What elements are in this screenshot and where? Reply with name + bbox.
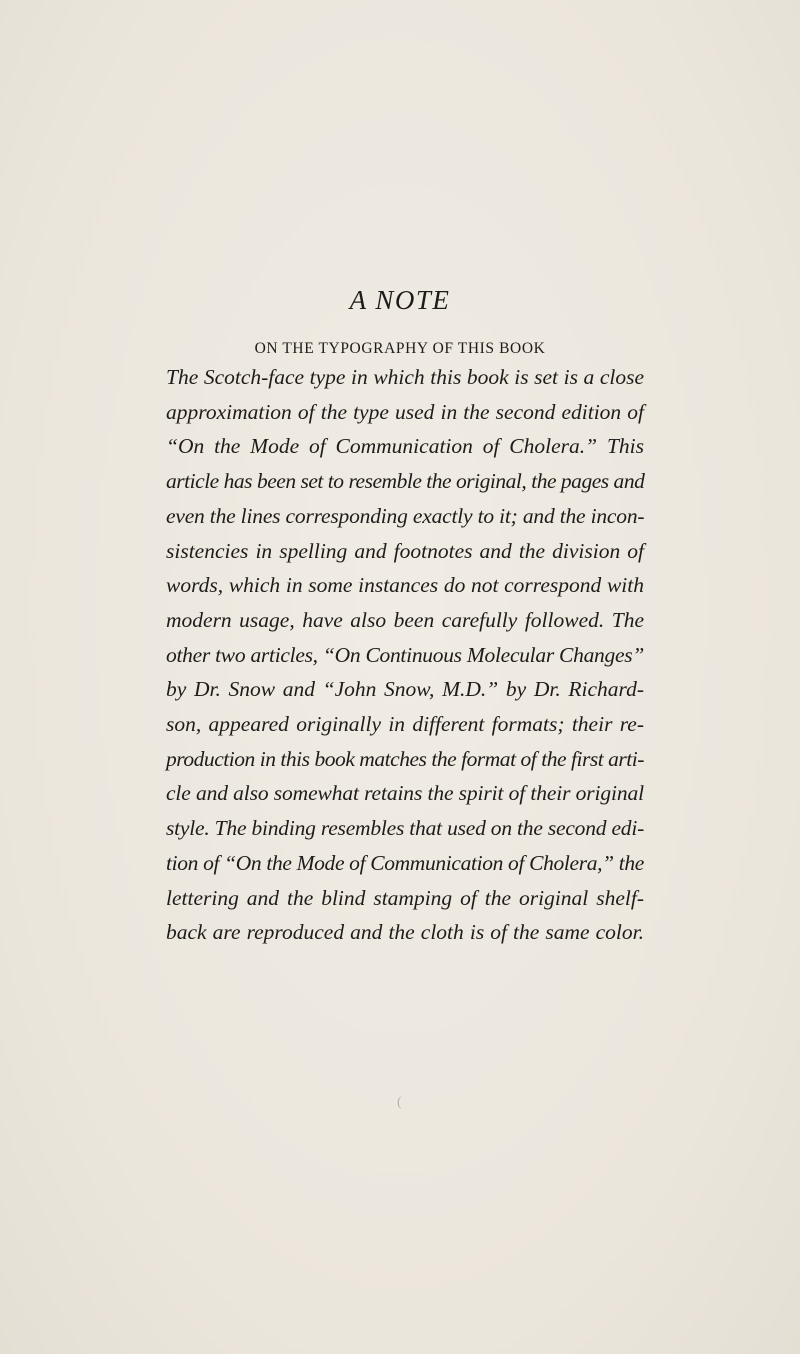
body-line: article has been set to resemble the original, the pages and bbox=[166, 469, 645, 494]
body-line: lettering and the blind stamping of the original shelf- bbox=[166, 885, 644, 910]
body-line: cle and also somewhat retains the spirit of their original bbox=[166, 781, 644, 806]
body-line: approximation of the type used in the second edition of bbox=[166, 399, 644, 424]
body-line: The Scotch-face type in which this book is set is a close bbox=[166, 365, 644, 389]
body-line: production in this book matches the format of the first arti- bbox=[166, 746, 644, 771]
body-line: even the lines corresponding exactly to it; and the incon- bbox=[166, 503, 645, 528]
body-line: style. The binding resembles that used on the second edi- bbox=[166, 816, 645, 841]
body-line: words, which in some instances do not correspond with bbox=[166, 573, 644, 598]
body-line: tion of “On the Mode of Communication of Cholera,” the bbox=[166, 850, 644, 875]
body-line: other two articles, “On Continuous Molecular Changes” bbox=[166, 642, 644, 667]
body-line: modern usage, have also been carefully followed. The bbox=[166, 607, 644, 632]
note-subtitle: ON THE TYPOGRAPHY OF THIS BOOK bbox=[254, 340, 546, 357]
body-line: sistencies in spelling and footnotes and the division of bbox=[166, 538, 644, 563]
body-line: “On the Mode of Communication of Cholera.” This bbox=[166, 434, 644, 459]
stray-mark: ( bbox=[397, 1095, 402, 1110]
body-line: son, appeared originally in different formats; their re- bbox=[166, 712, 644, 737]
body-line: by Dr. Snow and “John Snow, M.D.” by Dr. Richard- bbox=[166, 677, 644, 702]
note-body bbox=[166, 360, 644, 950]
body-line: back are reproduced and the cloth is of the same color. bbox=[166, 920, 644, 945]
note-title: A NOTE bbox=[349, 285, 451, 315]
